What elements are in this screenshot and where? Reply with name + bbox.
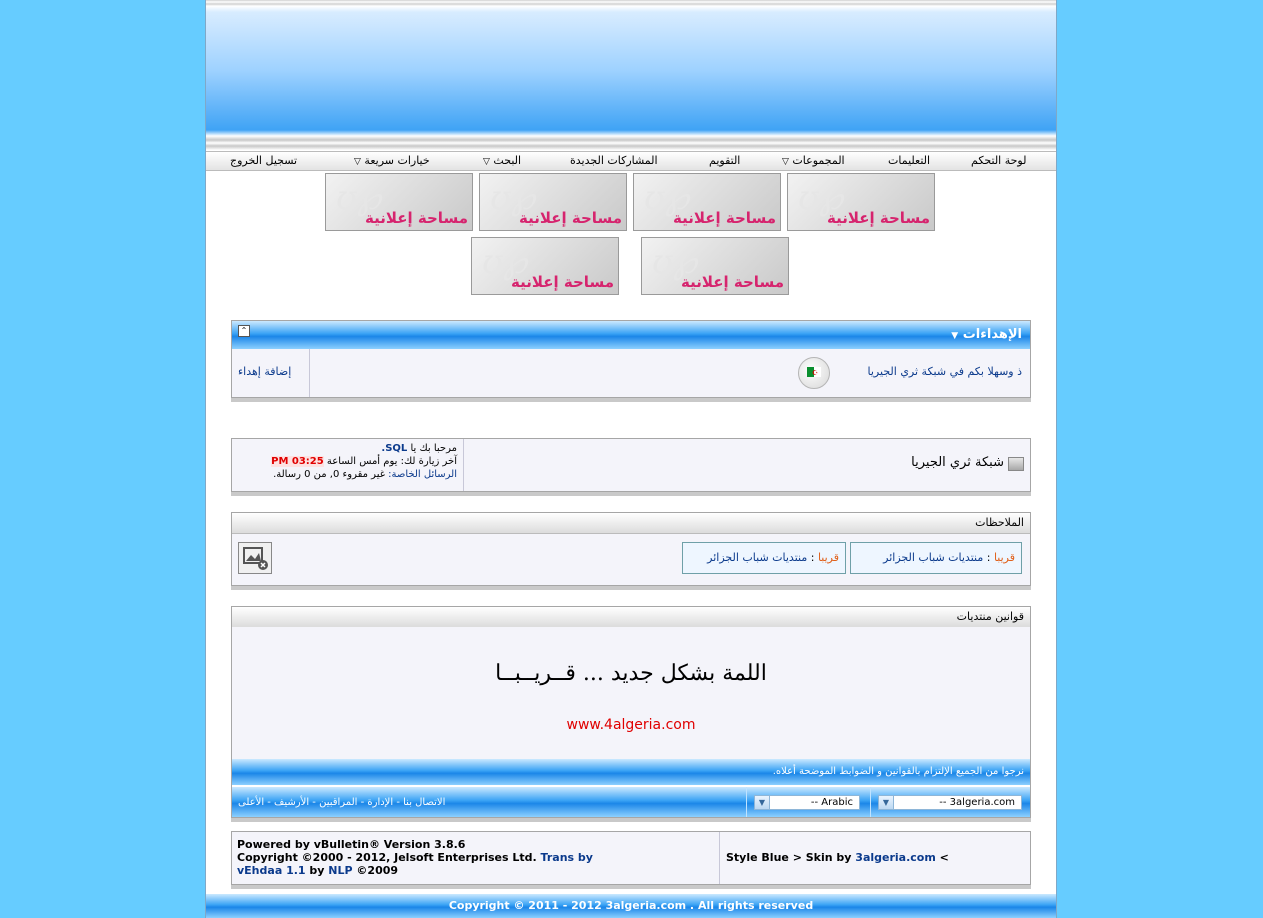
by-text: by	[309, 864, 325, 877]
bottom-copyright-bar	[206, 894, 1056, 918]
note-sep: :	[807, 551, 818, 564]
nav-logout[interactable]: تسجيل الخروج	[230, 154, 298, 167]
ad-label: مساحة إعلانية	[673, 209, 776, 227]
greeting-line	[232, 442, 457, 455]
gifts-title[interactable]	[951, 327, 1022, 342]
ad-label: مساحة إعلانية	[519, 209, 622, 227]
chevron-down-icon: ▽	[782, 157, 789, 167]
note-soon: قريبا	[993, 551, 1015, 564]
rules-box	[231, 606, 1031, 818]
note-sep: :	[983, 551, 994, 564]
style-select-value: -- 3algeria.com	[939, 797, 1015, 808]
credits-box	[231, 831, 1031, 885]
nav-help[interactable]: التعليمات	[888, 154, 931, 167]
ad-decoration: ʊ℘	[490, 178, 535, 218]
trans-by-link[interactable]: Trans by	[540, 851, 593, 864]
divider	[719, 832, 720, 884]
add-gift-link[interactable]: إضافة إهداء	[238, 365, 292, 378]
pm-value: غير مقروء 0, من 0 رسالة.	[273, 469, 385, 480]
user-info	[232, 442, 457, 481]
ad-slot[interactable]	[325, 173, 473, 231]
broken-image-icon	[238, 542, 272, 574]
gifts-ticker-text[interactable]: ذ وسهلا بكم في شبكة ثري الجيريا	[867, 365, 1022, 378]
nav-groups[interactable]	[782, 154, 845, 167]
pm-line	[232, 468, 457, 481]
footer-nav-bar	[232, 787, 1030, 817]
last-visit-time: 03:25 PM	[271, 456, 324, 467]
username-link[interactable]: SQL.	[381, 443, 408, 454]
ad-decoration: ʊ℘	[336, 178, 381, 218]
ad-slot[interactable]	[471, 237, 619, 295]
nav-groups-label: المجموعات	[792, 154, 845, 167]
top-navbar	[206, 151, 1056, 171]
rules-site-url[interactable]: www.4algeria.com	[566, 717, 696, 733]
note-card[interactable]	[682, 542, 846, 574]
notes-title: الملاحظات	[975, 516, 1024, 529]
header-banner	[206, 0, 1056, 150]
bottom-copyright: Copyright © 2011 - 2012 3algeria.com . All rights reserved	[448, 899, 814, 912]
powered-by: Powered by vBulletin® Version 3.8.6	[237, 838, 466, 851]
rules-footer-bar	[232, 759, 1030, 785]
last-visit-label: آخر زيارة لك: يوم أمس الساعة	[326, 456, 457, 467]
collapse-icon[interactable]: ⌃	[238, 325, 250, 337]
chevron-down-icon: ▼	[755, 796, 770, 809]
copyright-line	[237, 851, 593, 864]
nav-quick-options[interactable]	[354, 154, 430, 167]
rules-footer-text: نرجوا من الجميع الإلتزام بالقوانين و الضوابط الموضحة أعلاه.	[772, 766, 1024, 777]
divider	[309, 349, 310, 397]
greeting-text: مرحبا بك يا	[410, 443, 457, 454]
rules-body	[232, 627, 1030, 759]
divider	[870, 787, 871, 817]
footer-links[interactable]: الاتصال بنا - الإدارة - المراقبين - الأرشيف - الأعلى	[238, 797, 446, 808]
nav-new-posts[interactable]: المشاركات الجديدة	[570, 154, 658, 167]
gifts-body	[232, 349, 1030, 397]
style-text: Style Blue > Skin by	[726, 851, 852, 864]
nlp-link[interactable]: NLP	[328, 864, 353, 877]
gifts-box	[231, 320, 1031, 398]
nav-search-label: البحث	[493, 154, 522, 167]
notes-box	[231, 512, 1031, 586]
divider	[463, 439, 464, 491]
gifts-title-label: الإهداءات	[962, 327, 1022, 342]
lt-text: <	[939, 851, 949, 864]
ad-slot[interactable]	[641, 237, 789, 295]
ad-decoration: ʊ℘	[798, 178, 843, 218]
ad-label: مساحة إعلانية	[681, 273, 784, 291]
chevron-down-icon: ▼	[879, 796, 894, 809]
pm-link[interactable]: الرسائل الخاصة:	[388, 469, 457, 480]
skin-credit	[726, 851, 949, 864]
nav-control-panel[interactable]: لوحة التحكم	[971, 154, 1027, 167]
ad-label: مساحة إعلانية	[511, 273, 614, 291]
divider	[746, 787, 747, 817]
page-container	[205, 0, 1057, 918]
last-visit-line	[232, 455, 457, 468]
ad-decoration: ʊ℘	[644, 178, 689, 218]
ad-label: مساحة إعلانية	[365, 209, 468, 227]
vehdaa-line	[237, 864, 593, 877]
copyright-text: Copyright ©2000 - 2012, Jelsoft Enterprises Ltd.	[237, 851, 537, 864]
ad-decoration: ʊ℘	[482, 242, 527, 282]
forum-icon	[1008, 457, 1024, 471]
chevron-down-icon: ▽	[483, 157, 490, 167]
rules-headline: اللمة بشكل جديد ... قــريــبــا	[495, 661, 767, 686]
ad-slot[interactable]	[633, 173, 781, 231]
nlp-year: ©2009	[356, 864, 399, 877]
rules-title: قوانين منتديات	[956, 610, 1024, 623]
skin-site-link[interactable]: 3algeria.com	[855, 851, 936, 864]
ad-label: مساحة إعلانية	[827, 209, 930, 227]
nav-search[interactable]	[483, 154, 521, 167]
vehdaa-link[interactable]: vEhdaa 1.1	[237, 864, 306, 877]
site-name[interactable]: شبكة ثري الجيريا	[911, 455, 1004, 470]
note-soon: قريبا	[817, 551, 839, 564]
credits-left	[237, 838, 593, 877]
note-text: منتديات شباب الجزائر	[883, 551, 984, 564]
language-select[interactable]	[754, 795, 860, 810]
note-card[interactable]	[850, 542, 1022, 574]
nav-calendar[interactable]: التقويم	[709, 154, 741, 167]
ad-decoration: ʊ℘	[652, 242, 697, 282]
algeria-flag-icon: ☪	[798, 357, 830, 389]
chevron-down-icon: ▼	[951, 331, 959, 341]
nav-quick-options-label: خيارات سريعة	[364, 154, 430, 167]
gifts-header	[232, 321, 1030, 349]
note-text: منتديات شباب الجزائر	[707, 551, 808, 564]
language-select-value: -- Arabic	[810, 797, 853, 808]
ad-slot[interactable]	[787, 173, 935, 231]
notes-header	[232, 513, 1030, 534]
ad-slot[interactable]	[479, 173, 627, 231]
welcome-box	[231, 438, 1031, 492]
style-select[interactable]	[878, 795, 1022, 810]
chevron-down-icon: ▽	[354, 157, 361, 167]
rules-header	[232, 607, 1030, 628]
